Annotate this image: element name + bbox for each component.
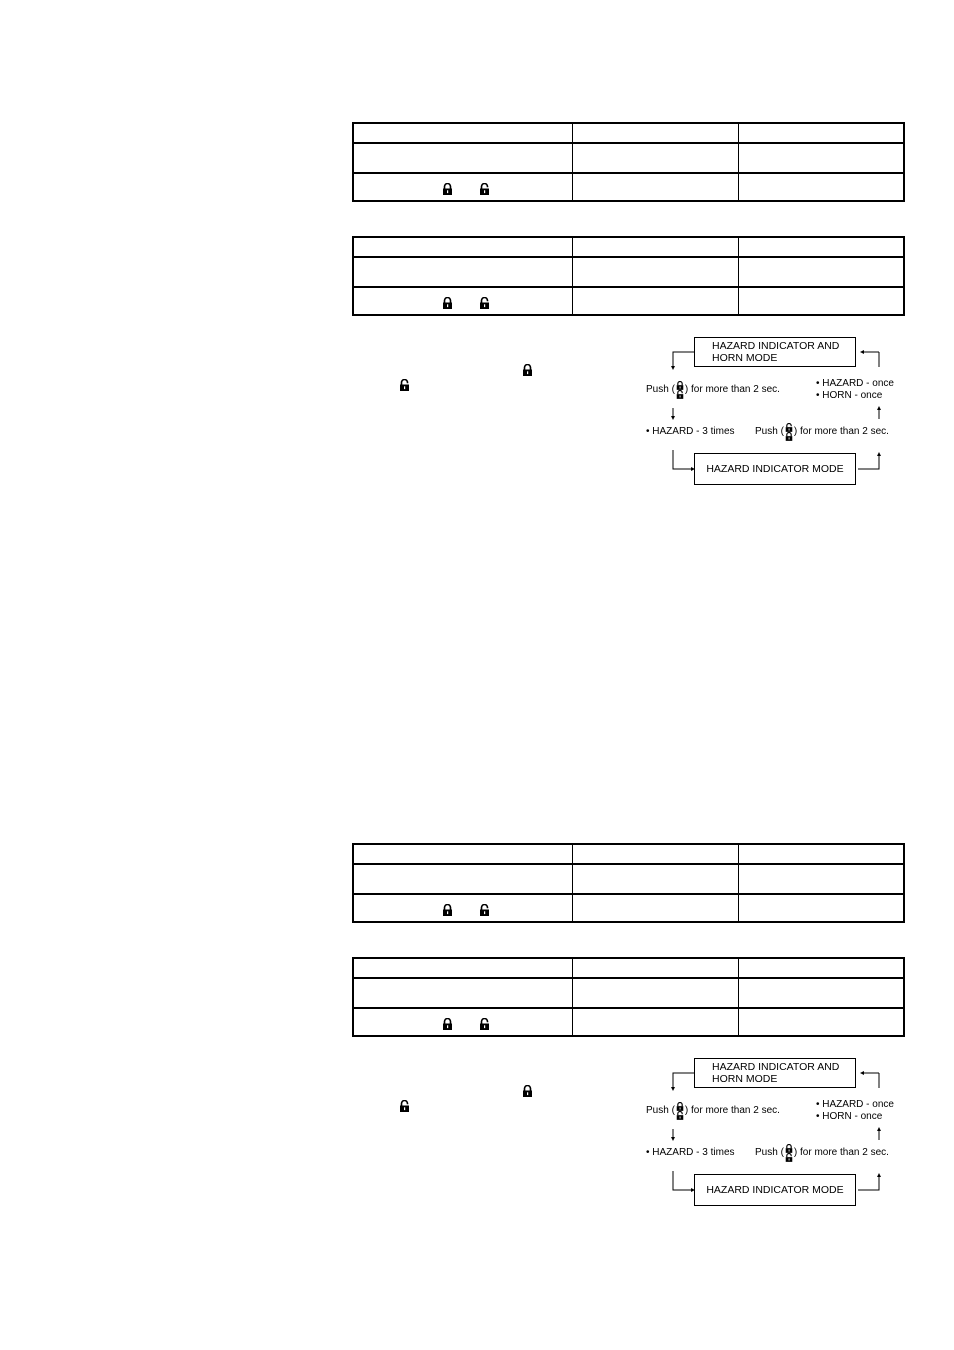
table-cell [354,1009,572,1035]
table-1 [352,122,905,202]
lock-open-icon [399,379,410,391]
table-header-row [354,124,903,142]
table-cell [354,144,572,172]
lock-closed-icon [676,1102,684,1111]
table-cell [354,258,572,286]
lock-closed-icon [442,904,453,916]
box-line: HORN MODE [712,1073,778,1085]
lock-open-icon [785,1153,793,1162]
table-row [354,863,903,893]
table-cell [738,238,903,256]
table-cell [572,979,738,1007]
table-cell [738,865,903,893]
push-prefix: Push ( [755,1147,784,1158]
table-row [354,893,903,921]
table-2 [352,236,905,316]
table-cell [354,865,572,893]
table-cell [572,845,738,863]
lock-open-icon [479,297,490,309]
push-suffix: ) for more than 2 sec. [793,426,889,437]
box-line: HAZARD INDICATOR AND [712,1061,840,1073]
table-cell [572,959,738,977]
mode-result-list [816,378,894,402]
table-4 [352,957,905,1037]
lock-open-icon [676,390,684,399]
table-cell [572,144,738,172]
result-horn: • HORN - once [816,390,883,401]
hazard-times-note: • HAZARD - 3 times [646,1147,735,1158]
table-cell [354,174,572,200]
hazard-times-note: • HAZARD - 3 times [646,426,735,437]
mode-result-list [816,1099,894,1123]
table-cell [738,124,903,142]
table-header-row [354,238,903,256]
table-cell [354,895,572,921]
lock-open-icon [399,1100,410,1112]
table-3 [352,843,905,923]
mode-diagram-1 [642,337,908,487]
push-prefix: Push ( [646,1105,675,1116]
table-cell [572,174,738,200]
push-prefix: Push ( [646,384,675,395]
hazard-horn-mode-box [694,1058,856,1088]
push-suffix: ) for more than 2 sec. [793,1147,889,1158]
table-cell [738,845,903,863]
result-hazard: • HAZARD - once [816,378,894,389]
table-header-row [354,845,903,863]
table-cell [738,258,903,286]
hazard-indicator-mode-box: HAZARD INDICATOR MODE [694,1174,856,1206]
table-row [354,977,903,1007]
push-instruction-right [755,423,889,441]
table-row [354,1007,903,1035]
result-horn: • HORN - once [816,1111,883,1122]
table-cell [572,258,738,286]
table-cell [572,895,738,921]
table-cell [738,174,903,200]
table-cell [572,1009,738,1035]
lock-open-icon [479,904,490,916]
table-cell [572,238,738,256]
table-cell [354,979,572,1007]
table-cell [354,845,572,863]
lock-closed-icon [676,381,684,390]
lock-closed-icon [442,297,453,309]
table-cell [354,124,572,142]
table-cell [572,124,738,142]
table-cell [738,895,903,921]
lock-open-icon [676,1111,684,1120]
table-cell [738,288,903,314]
table-row [354,172,903,200]
push-instruction-left [646,381,780,399]
push-instruction-right [755,1144,889,1162]
result-hazard: • HAZARD - once [816,1099,894,1110]
table-cell [354,238,572,256]
box-line: HAZARD INDICATOR AND [712,340,840,352]
lock-open-icon [479,1018,490,1030]
push-prefix: Push ( [755,426,784,437]
lock-closed-icon [785,1144,793,1153]
table-row [354,256,903,286]
table-row [354,286,903,314]
box-line: HORN MODE [712,352,778,364]
push-suffix: ) for more than 2 sec. [684,1105,780,1116]
lock-closed-icon [522,364,533,376]
table-cell [572,865,738,893]
table-cell [738,959,903,977]
table-cell [354,959,572,977]
table-cell [354,288,572,314]
mode-diagram-2 [642,1058,908,1208]
push-suffix: ) for more than 2 sec. [684,384,780,395]
lock-closed-icon [785,432,793,441]
lock-closed-icon [442,183,453,195]
lock-open-icon [785,423,793,432]
push-instruction-left [646,1102,780,1120]
table-cell [738,979,903,1007]
table-header-row [354,959,903,977]
table-cell [738,1009,903,1035]
lock-open-icon [479,183,490,195]
table-cell [572,288,738,314]
table-cell [738,144,903,172]
hazard-horn-mode-box [694,337,856,367]
lock-closed-icon [522,1085,533,1097]
lock-closed-icon [442,1018,453,1030]
hazard-indicator-mode-box: HAZARD INDICATOR MODE [694,453,856,485]
table-row [354,142,903,172]
